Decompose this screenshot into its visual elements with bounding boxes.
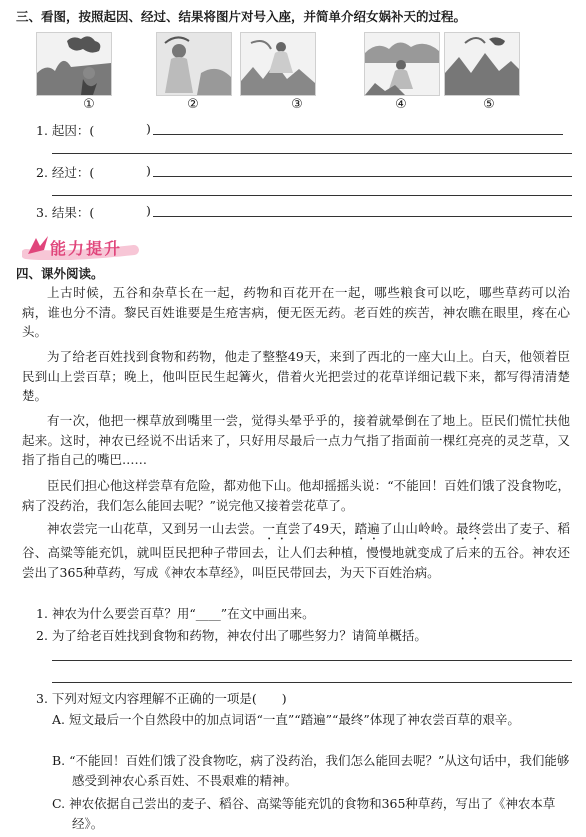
- question-2-answer-line-2[interactable]: [52, 682, 572, 683]
- result-answer-line[interactable]: [153, 216, 572, 217]
- section3-heading: 三、看图，按照起因、经过、结果将图片对号入座，并简单介绍女娲补天的过程。: [16, 9, 467, 24]
- question-2-answer-line-1[interactable]: [52, 660, 572, 661]
- question-3: 3. 下列对短文内容理解不正确的一项是( ): [36, 691, 287, 706]
- section4-heading: 四、课外阅读。: [16, 266, 104, 281]
- picture-number-2: ②: [187, 97, 199, 112]
- picture-number-4: ④: [395, 97, 407, 112]
- illustration-1: [36, 32, 112, 96]
- process-label: 2. 经过：(: [36, 165, 95, 180]
- question-2: 2. 为了给老百姓找到食物和药物，神农付出了哪些努力？请简单概括。: [36, 628, 427, 643]
- picture-number-1: ①: [83, 97, 95, 112]
- option-a[interactable]: A. 短文最后一个自然段中的加点词语“一直”“踏遍”“最终”体现了神农尝百草的艰辛。: [52, 712, 520, 727]
- paragraph-5-part-2: 尝了49天，: [287, 521, 355, 536]
- result-label: 3. 结果：(: [36, 205, 95, 220]
- result-paren-close: ): [146, 203, 151, 218]
- illustration-2: [156, 32, 232, 96]
- process-paren-close: ): [146, 163, 151, 178]
- emphasis-word-3: 最终: [456, 521, 482, 536]
- question-1: 1. 神农为什么要尝百草？用“____”在文中画出来。: [36, 606, 315, 621]
- illustration-3: [240, 32, 316, 96]
- passage-paragraph-3: 有一次，他把一棵草放到嘴里一尝，觉得头晕乎乎的，接着就晕倒在了地上。臣民们慌忙扶他起来。这时，神农已经说不出话来了，只好用尽最后一点力气指了指面前一棵红亮亮的灵芝草，又指了指自己的嘴巴……: [22, 413, 570, 467]
- passage-paragraph-2: 为了给老百姓找到食物和药物，他走了整整49天，来到了西北的一座大山上。白天，他领着臣民到山上尝百草；晚上，他叫臣民生起篝火，借着火光把尝过的花草详细记载下来，都写得清清楚楚。: [22, 349, 570, 403]
- option-c[interactable]: C. 神农依据自己尝出的麦子、稻谷、高粱等能充饥的食物和365种草药，写出了《神农本草经》。: [52, 796, 556, 831]
- picture-number-5: ⑤: [483, 97, 495, 112]
- illustration-4: [364, 32, 440, 96]
- process-answer-line-2[interactable]: [52, 195, 572, 196]
- paragraph-5-part-1: 神农尝完一山花草，又到另一山去尝。: [47, 521, 263, 536]
- picture-number-3: ③: [291, 97, 303, 112]
- illustration-5: [444, 32, 520, 96]
- passage-paragraph-5: [22, 519, 570, 582]
- cause-answer-line[interactable]: [153, 134, 563, 135]
- cause-paren-close: ): [146, 121, 151, 136]
- emphasis-word-1: 一直: [262, 521, 288, 536]
- paragraph-5-part-4: 尝出了麦子、稻谷、高粱等能充饥，就叫臣民把种子带回去，让人们去种植，慢慢地就变成了后来的五谷。神农还尝出了365种草药，写成《神农本草经》，叫臣民带回去，为天下百姓治病。: [22, 521, 570, 580]
- process-answer-line[interactable]: [153, 176, 572, 177]
- passage-paragraph-4: 臣民们担心他这样尝草有危险，都劝他下山。他却摇摇头说：“不能回！百姓们饿了没食物吃，病了没药治，我们怎么能回去呢？”说完他又接着尝花草了。: [22, 478, 570, 513]
- paragraph-5-part-3: 了山山岭岭。: [379, 521, 457, 536]
- cause-label: 1. 起因：(: [36, 123, 95, 138]
- passage-paragraph-1: 上古时候，五谷和杂草长在一起，药物和百花开在一起，哪些粮食可以吃，哪些草药可以治病，谁也分不清。黎民百姓谁要是生疮害病，便无医无药。老百姓的疾苦，神农瞧在眼里，疼在心头。: [22, 285, 570, 339]
- cause-answer-line-2[interactable]: [52, 153, 572, 154]
- emphasis-word-2: 踏遍: [354, 521, 380, 536]
- ability-banner: [22, 232, 140, 260]
- option-b[interactable]: B. “不能回！百姓们饿了没食物吃，病了没药治，我们怎么能回去呢？”从这句话中，我们能够感受到神农心系百姓、不畏艰难的精神。: [52, 753, 570, 788]
- banner-title: 能力提升: [50, 239, 123, 258]
